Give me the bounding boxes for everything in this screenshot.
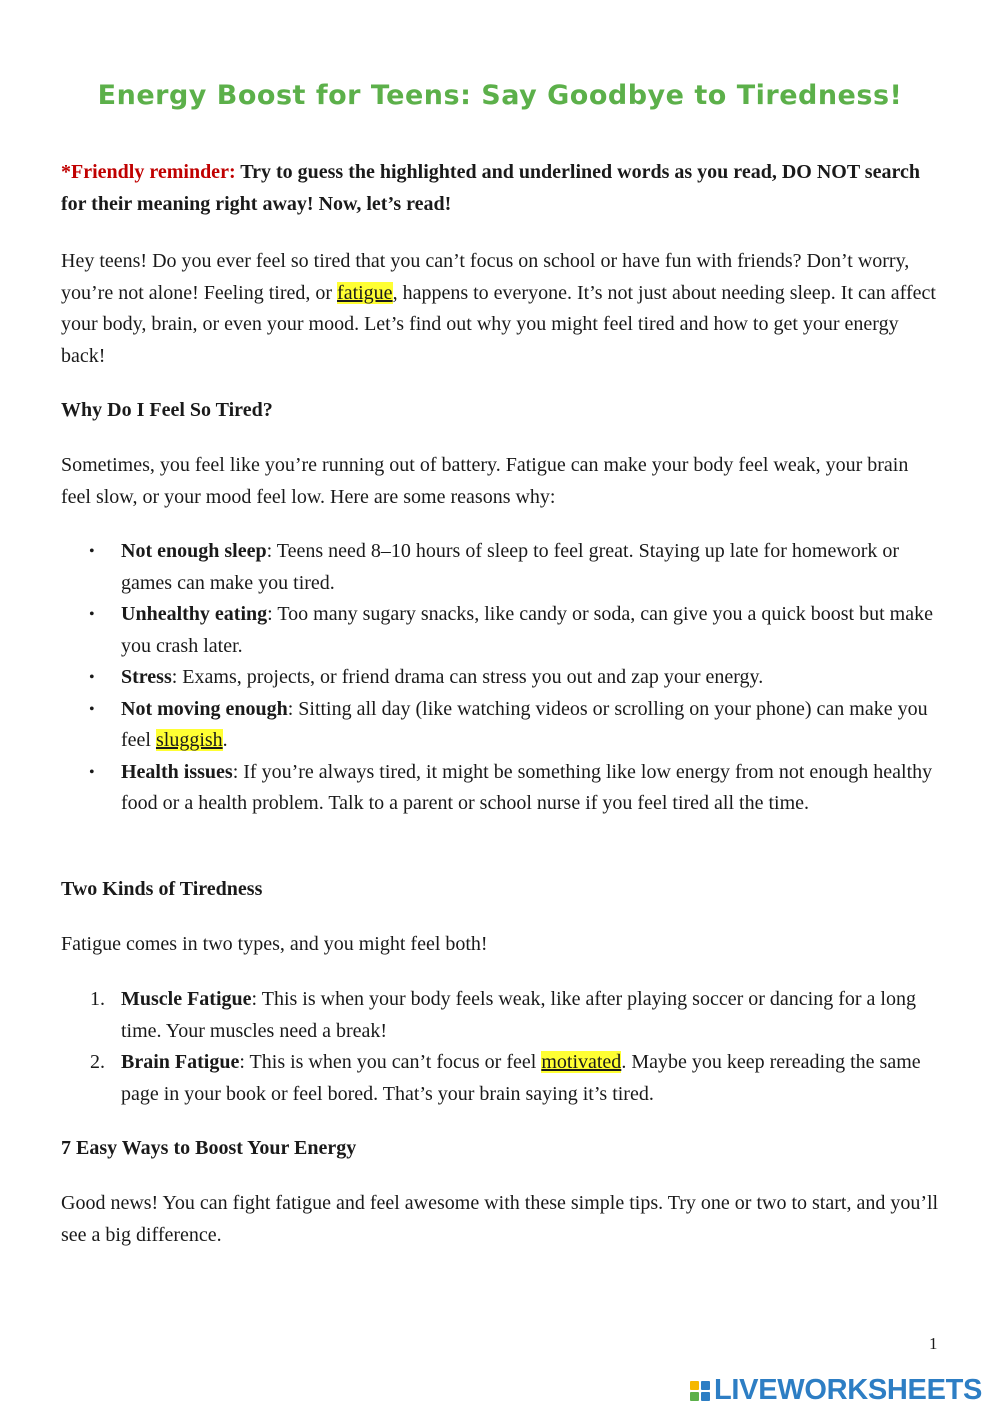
page-number: 1 bbox=[929, 1334, 938, 1353]
item-term: Unhealthy eating bbox=[121, 603, 268, 625]
section-heading-two-kinds: Two Kinds of Tiredness bbox=[61, 878, 263, 900]
list-item bbox=[61, 1047, 941, 1110]
list-item bbox=[61, 984, 941, 1047]
liveworksheets-logo-icon bbox=[690, 1381, 710, 1401]
reminder-text: Try to guess the highlighted and underlined words as you read, DO NOT search for their meaning right away! Now, let’s read! bbox=[61, 161, 920, 215]
item-text: : Exams, projects, or friend drama can stress you out and zap your energy. bbox=[171, 666, 764, 688]
bullet-icon: • bbox=[89, 763, 95, 781]
reasons-list bbox=[61, 536, 941, 820]
highlighted-word-motivated[interactable]: motivated bbox=[541, 1051, 622, 1073]
liveworksheets-logo[interactable] bbox=[690, 1374, 982, 1407]
reminder-lead: *Friendly reminder: bbox=[61, 161, 236, 183]
section-heading-why-tired: Why Do I Feel So Tired? bbox=[61, 399, 273, 421]
fatigue-types-list bbox=[61, 984, 941, 1110]
intro-text-before: Hey teens! Do you ever feel so tired that you can’t focus on school or have fun with friends? Don’t worry, you’re not alone! Feeling tired, or bbox=[61, 250, 910, 304]
item-term: Not moving enough bbox=[121, 697, 288, 720]
page-title: Energy Boost for Teens: Say Goodbye to Tiredness! bbox=[97, 80, 903, 111]
intro-text-after: , happens to everyone. It’s not just about needing sleep. It can affect your body, brain, or even your mood. Let’s find out why you might feel tired and how to get your energy back! bbox=[61, 281, 936, 367]
highlighted-word-sluggish[interactable]: sluggish bbox=[155, 729, 223, 751]
item-text-after: . Maybe you keep rereading the same page in your book or feel bored. That’s your brain saying it’s tired. bbox=[121, 1051, 921, 1105]
section-paragraph-boost-energy: Good news! You can fight fatigue and feel awesome with these simple tips. Try one or two to start, and you’ll see a big difference. bbox=[61, 1192, 939, 1246]
item-text: : Teens need 8–10 hours of sleep to feel great. Staying up late for homework or games can make you tired. bbox=[121, 540, 900, 594]
item-text: : Too many sugary snacks, like candy or soda, can give you a quick boost but make you crash later. bbox=[121, 603, 933, 657]
list-item bbox=[61, 599, 941, 662]
item-term: Health issues bbox=[121, 760, 233, 783]
list-item bbox=[61, 536, 941, 599]
item-text: : Sitting all day (like watching videos or scrolling on your phone) can make you feel bbox=[121, 697, 928, 751]
bullet-icon: • bbox=[89, 700, 95, 718]
section-paragraph-two-kinds: Fatigue comes in two types, and you might feel both! bbox=[61, 933, 488, 955]
item-term: Not enough sleep bbox=[121, 540, 267, 562]
item-text: : This is when you can’t focus or feel bbox=[239, 1051, 542, 1073]
item-term: Muscle Fatigue bbox=[121, 988, 252, 1010]
item-text-after: . bbox=[222, 729, 228, 751]
intro-paragraph bbox=[61, 246, 941, 372]
section-heading-boost-energy: 7 Easy Ways to Boost Your Energy bbox=[61, 1137, 357, 1159]
friendly-reminder bbox=[61, 156, 941, 220]
list-number: 2. bbox=[90, 1051, 105, 1073]
bullet-icon: • bbox=[89, 543, 95, 560]
list-number: 1. bbox=[90, 988, 105, 1010]
brand-name: LIVEWORKSHEETS bbox=[714, 1374, 983, 1406]
list-item bbox=[61, 694, 941, 757]
bullet-icon: • bbox=[89, 669, 95, 686]
list-item bbox=[61, 757, 941, 820]
list-item bbox=[61, 662, 941, 694]
item-term: Brain Fatigue bbox=[121, 1051, 240, 1073]
section-paragraph-why-tired: Sometimes, you feel like you’re running out of battery. Fatigue can make your body feel weak, your brain feel slow, or your mood feel low. Here are some reasons why: bbox=[61, 454, 909, 508]
bullet-icon: • bbox=[89, 606, 95, 623]
highlighted-word-fatigue[interactable]: fatigue bbox=[337, 281, 393, 304]
item-text: : This is when your body feels weak, like after playing soccer or dancing for a long time. Your muscles need a break! bbox=[121, 988, 916, 1042]
item-text: : If you’re always tired, it might be something like low energy from not enough healthy food or a health problem. Talk to a parent or school nurse if you feel tired all the time. bbox=[121, 760, 933, 814]
item-term: Stress bbox=[121, 666, 172, 688]
